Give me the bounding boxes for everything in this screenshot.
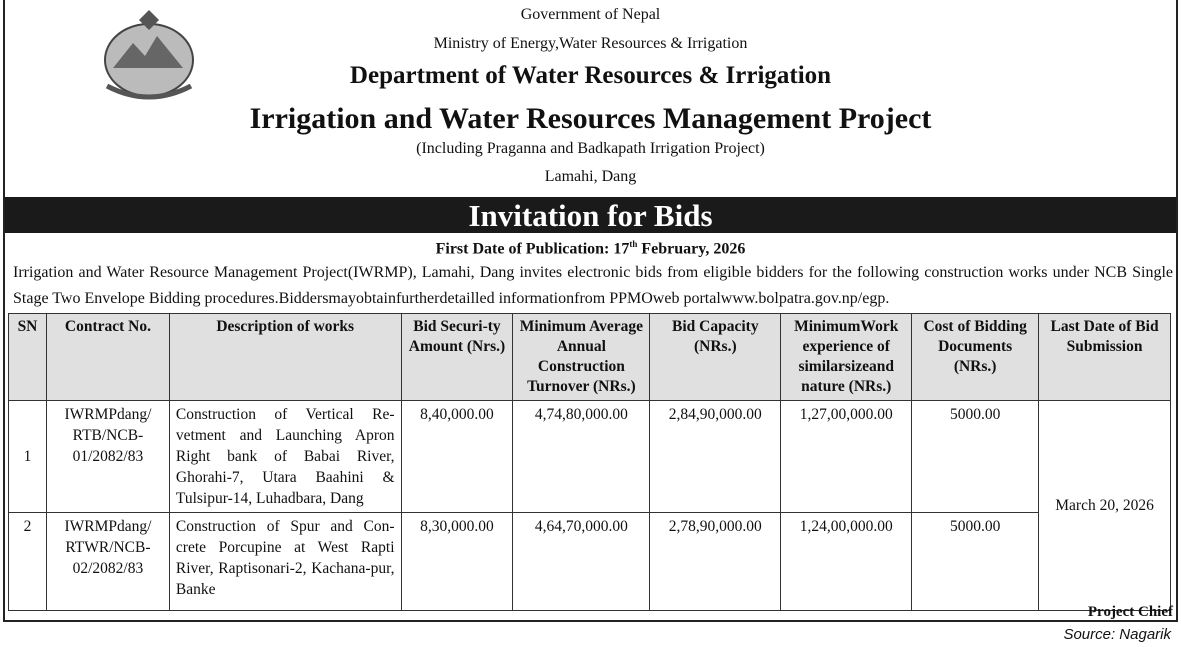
experience: 1,24,00,000.00	[781, 513, 912, 611]
table-row	[9, 513, 1171, 611]
pub-prefix: First Date of Publication: 17	[435, 240, 630, 258]
turnover: 4,74,80,000.00	[513, 401, 650, 513]
project-heading: Irrigation and Water Resources Management Project	[249, 102, 932, 135]
government-line: Government of Nepal	[520, 6, 661, 23]
signatory: Project Chief	[1087, 604, 1173, 620]
description: Construction of Vertical Re-vetment and Launching Apron Right bank of Babai River, Ghorahi-7, Utara Baahini & Tulsipur-14, Luhadbara, Dang	[169, 401, 401, 513]
bid-security: 8,30,000.00	[401, 513, 513, 611]
sn: 2	[9, 513, 47, 611]
cost: 5000.00	[912, 401, 1039, 513]
table-row	[9, 401, 1171, 513]
pub-suffix: February, 2026	[637, 240, 746, 258]
bid-security: 8,40,000.00	[401, 401, 513, 513]
experience: 1,27,00,000.00	[781, 401, 912, 513]
capacity: 2,78,90,000.00	[650, 513, 781, 611]
ministry-line: Ministry of Energy,Water Resources & Irrigation	[433, 35, 748, 52]
sn: 1	[9, 401, 47, 513]
col-contract: Contract No.	[46, 314, 169, 401]
turnover: 4,64,70,000.00	[513, 513, 650, 611]
last-date: March 20, 2026	[1039, 401, 1171, 611]
col-experience: MinimumWork experience of similarsizeand nature (NRs.)	[781, 314, 912, 401]
publication-date	[5, 239, 1176, 258]
col-turnover: Minimum Average Annual Construction Turnover (NRs.)	[513, 314, 650, 401]
pub-sup: th	[629, 239, 638, 249]
cost: 5000.00	[912, 513, 1039, 611]
capacity: 2,84,90,000.00	[650, 401, 781, 513]
col-bid-security: Bid Securi-ty Amount (Nrs.)	[401, 314, 513, 401]
project-subtitle: (Including Praganna and Badkapath Irrigation Project)	[416, 140, 765, 157]
col-last-date: Last Date of Bid Submission	[1039, 314, 1171, 401]
intro-paragraph: Irrigation and Water Resource Management Project(IWRMP), Lamahi, Dang invites electronic bids from eligible bidders for the following construction works under NCB Single Stage Two Envelope Bidding procedures.Biddersmayobtainfurtherdetailled informationfrom PPMOweb portalwww.bolpatra.gov.np/egp.	[13, 264, 1173, 307]
description: Construction of Spur and Con-crete Porcupine at West Rapti River, Raptisonari-2, Kachana-pur, Banke	[169, 513, 401, 611]
source-credit: Source: Nagarik	[1063, 626, 1171, 643]
col-sn: SN	[9, 314, 47, 401]
notice-title: Invitation for Bids	[5, 197, 1176, 233]
department-heading: Department of Water Resources & Irrigation	[349, 62, 832, 89]
col-description: Description of works	[169, 314, 401, 401]
project-location: Lamahi, Dang	[544, 168, 637, 185]
col-cost: Cost of Bidding Documents (NRs.)	[912, 314, 1039, 401]
contract-no: IWRMPdang/ RTB/NCB-01/2082/83	[46, 401, 169, 513]
col-capacity: Bid Capacity (NRs.)	[650, 314, 781, 401]
bids-table	[8, 313, 1171, 611]
table-header-row	[9, 314, 1171, 401]
contract-no: IWRMPdang/ RTWR/NCB-02/2082/83	[46, 513, 169, 611]
